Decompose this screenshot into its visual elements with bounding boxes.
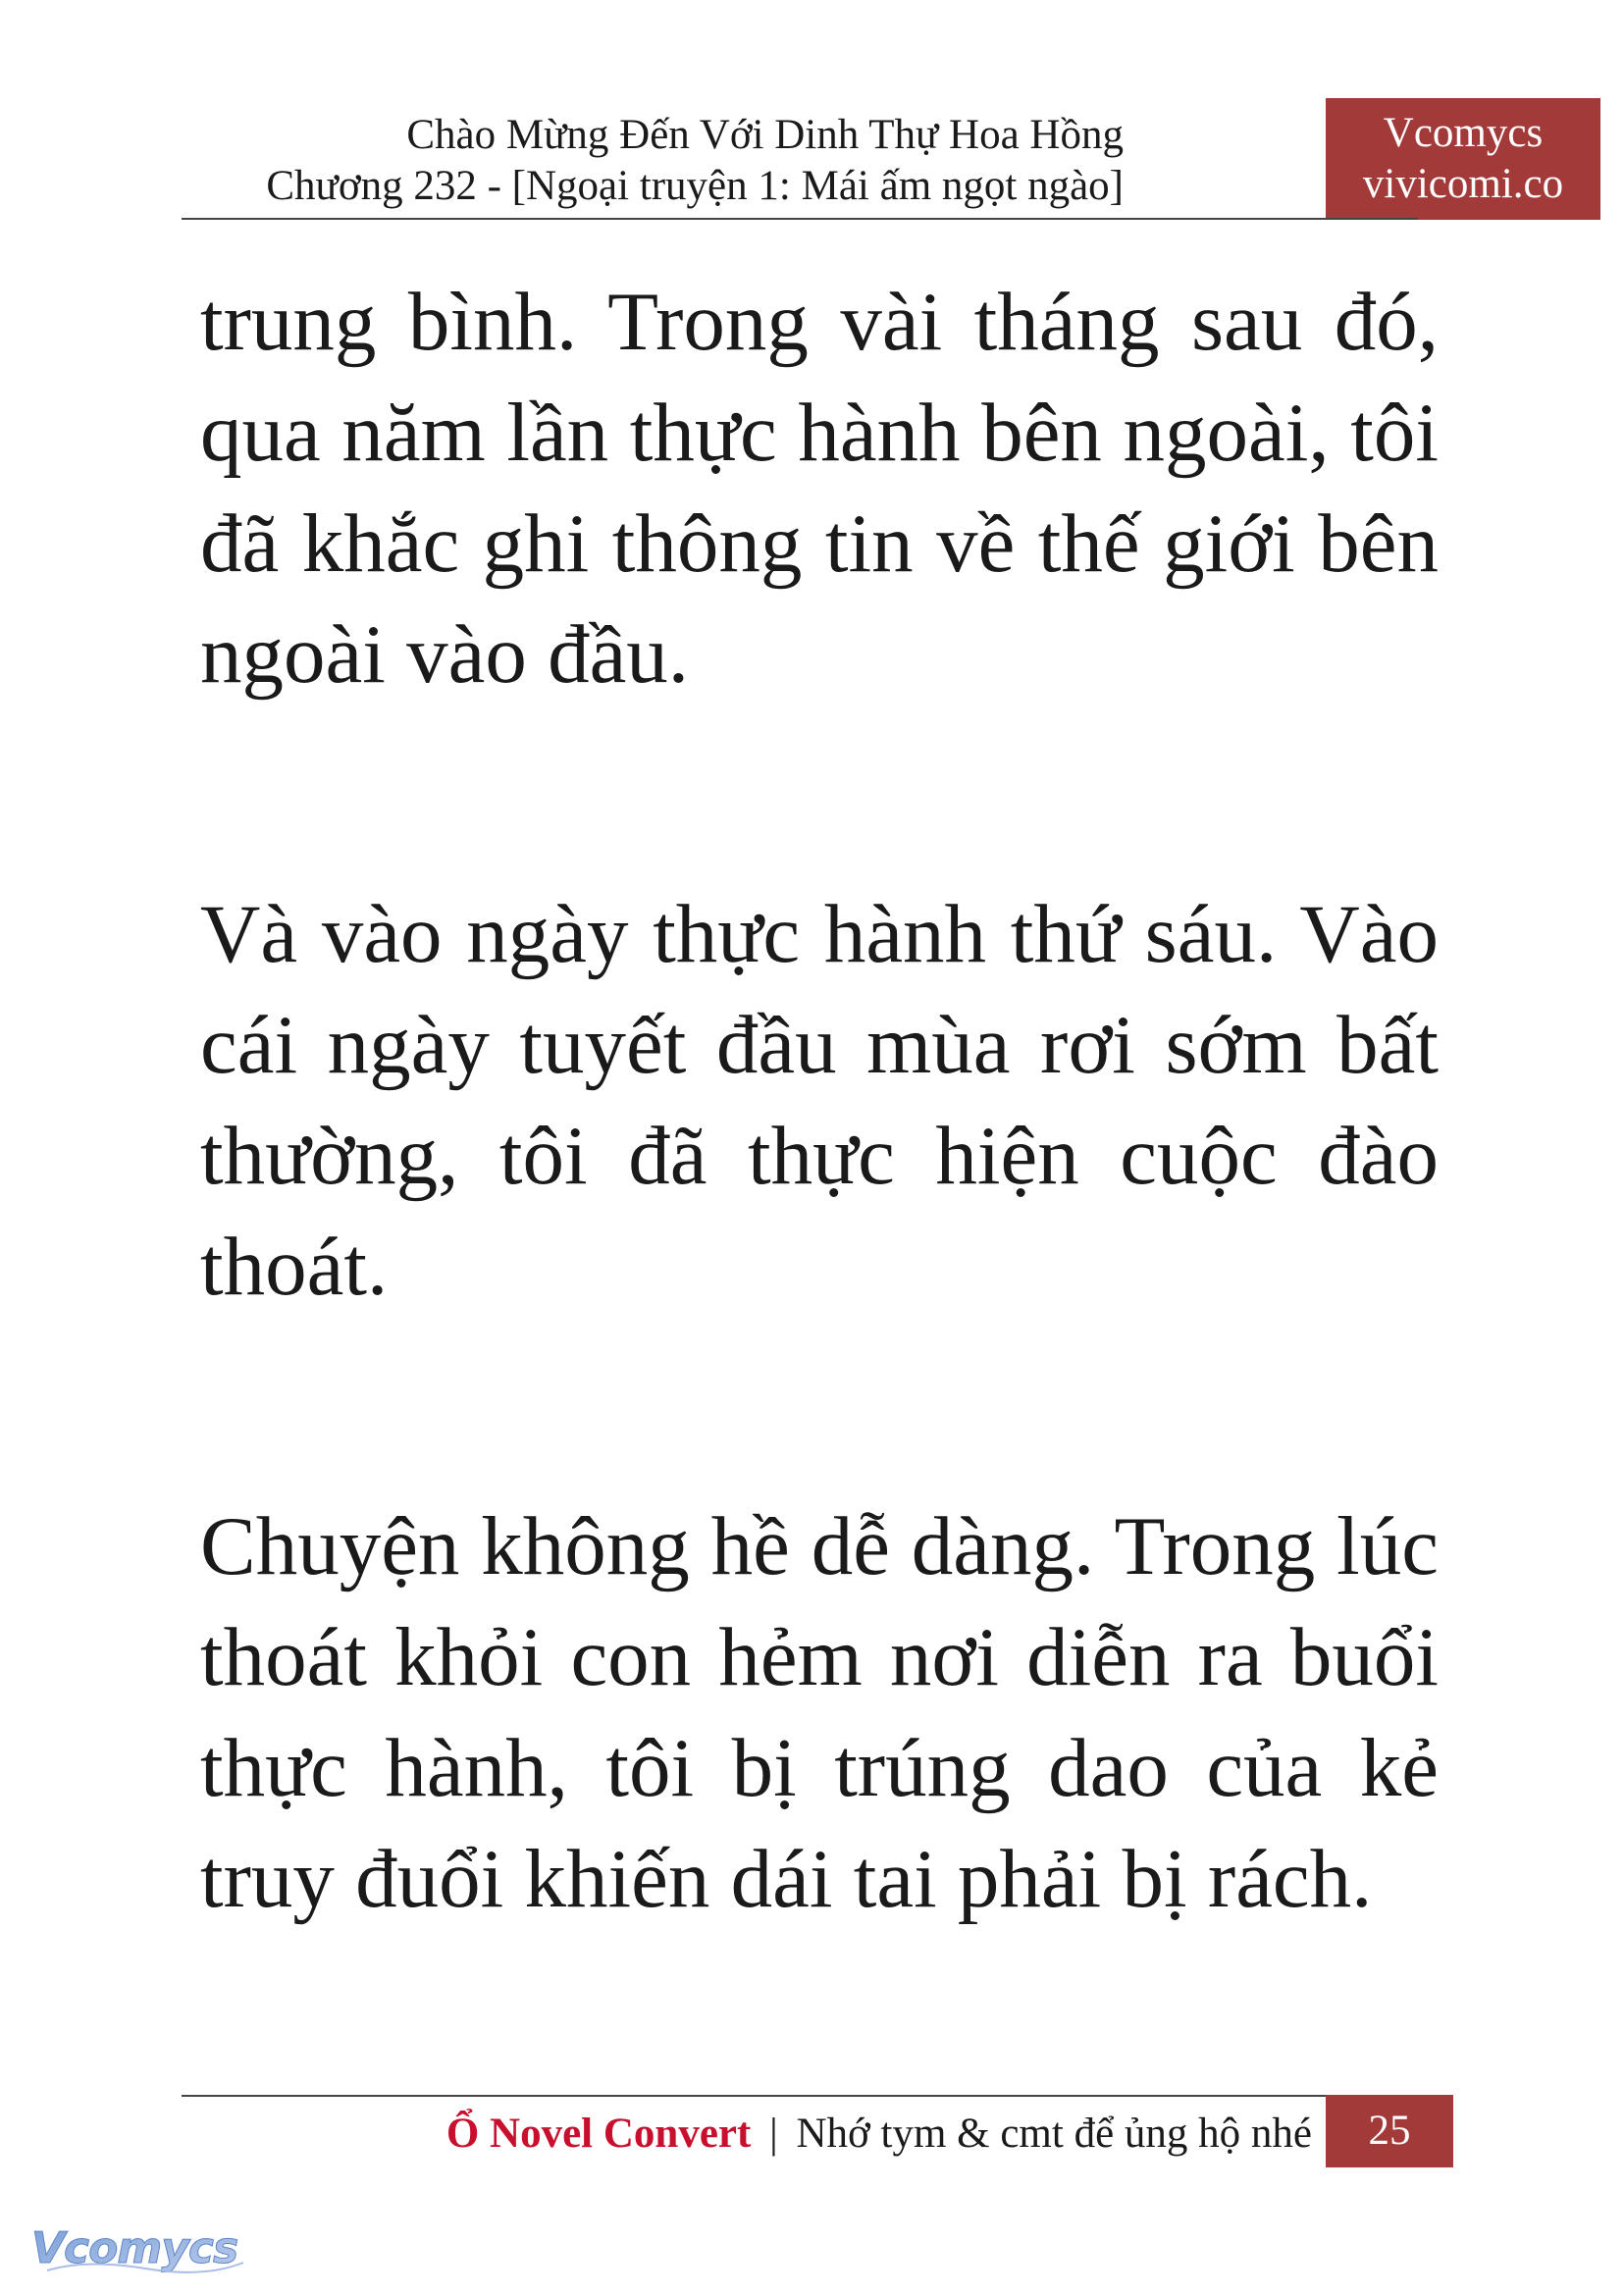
paragraph: Chuyện không hề dễ dàng. Trong lúc thoát khỏi con hẻm nơi diễn ra buổi thực hành, tôi bị trúng dao của kẻ truy đuổi khiến dái tai phải bị rách. [200,1500,1439,1925]
chapter-title: Chương 232 - [Ngoại truyện 1: Mái ấm ngọt ngào] [266,163,1124,209]
brand-box [1326,98,1600,220]
footer-message: Nhớ tym & cmt để ủng hộ nhé [796,2111,1312,2157]
page-content [200,267,1439,1935]
brand-site: vivicomi.co [1362,161,1564,207]
footer-divider [182,2095,1326,2097]
paragraph: Và vào ngày thực hành thứ sáu. Vào cái ngày tuyết đầu mùa rơi sớm bất thường, tôi đã thực hiện cuộc đào thoát. [200,888,1439,1313]
book-title: Chào Mừng Đến Với Dinh Thự Hoa Hồng [406,112,1124,158]
footer-separator: | [769,2111,778,2157]
footer-brand: Ổ Novel Convert [445,2111,752,2157]
vcomycs-logo-icon [27,2219,253,2278]
paragraph: trung bình. Trong vài tháng sau đó, qua năm lần thực hành bên ngoài, tôi đã khắc ghi thông tin về thế giới bên ngoài vào đầu. [200,276,1439,701]
header-divider [182,218,1418,220]
svg-text:Vcomycs: Vcomycs [31,2223,238,2273]
brand-name: Vcomycs [1383,110,1544,156]
page-header [182,98,1564,220]
header-titles [266,110,1124,212]
footer-text [446,2100,1312,2168]
page-number: 25 [1326,2095,1453,2167]
